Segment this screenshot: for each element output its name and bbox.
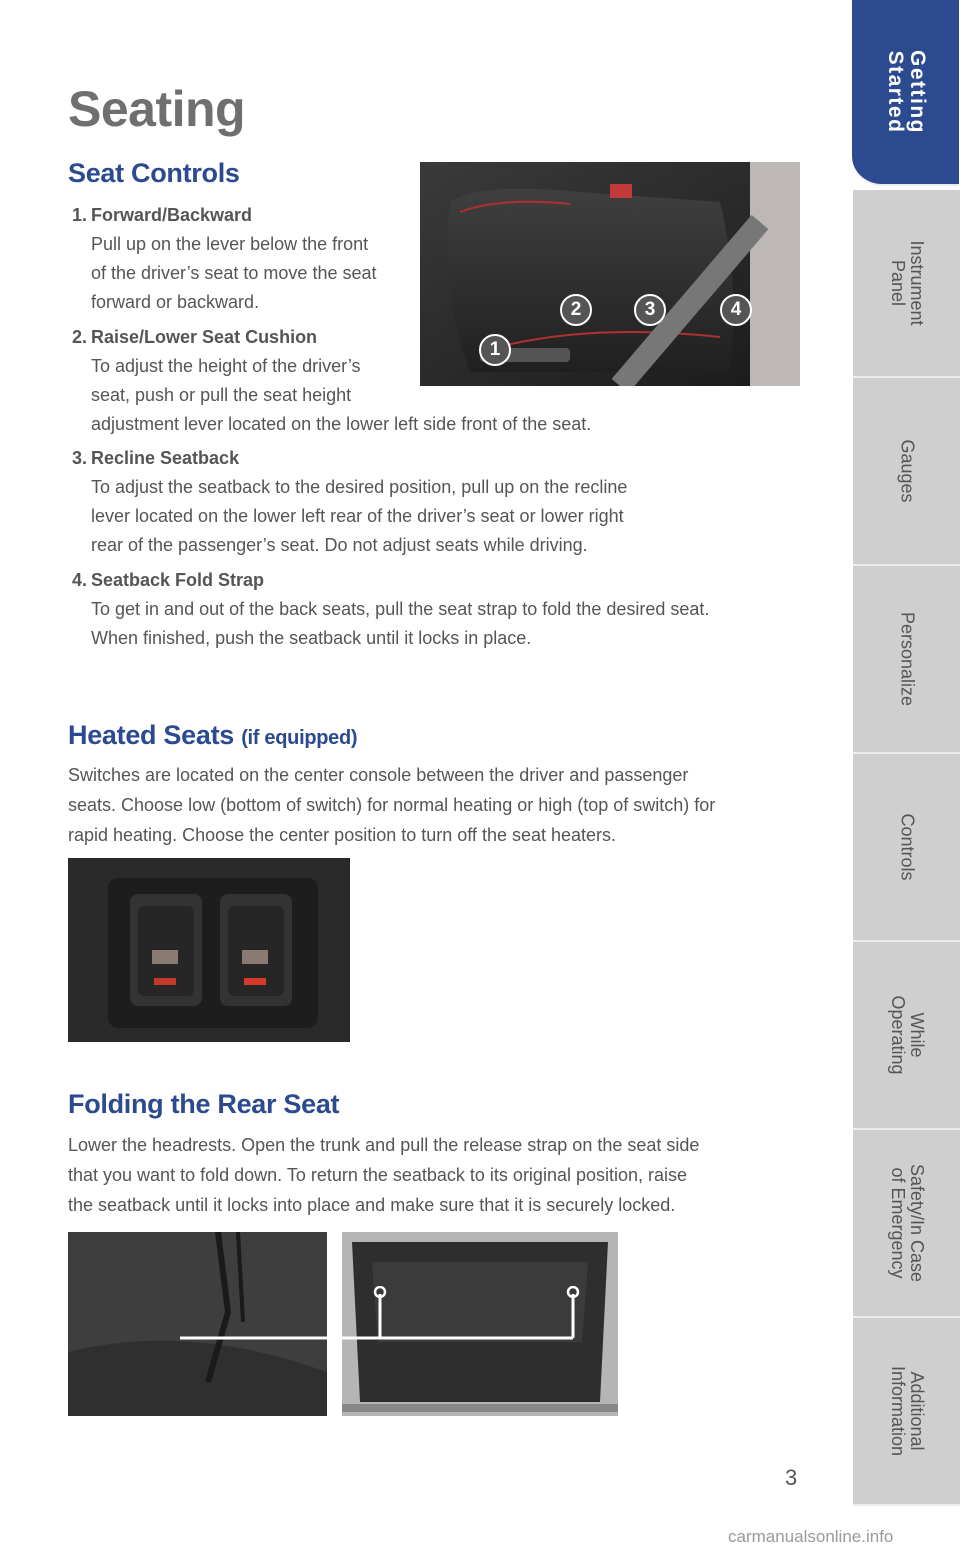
seat-controls-heading: Seat Controls — [68, 158, 240, 188]
para-line: that you want to fold down. To return the seatback to its original position, raise — [68, 1165, 688, 1185]
para-line: the seatback until it locks into place and make sure that it is securely locked. — [68, 1195, 676, 1215]
item-number: 4. — [72, 570, 88, 590]
para-line: seats. Choose low (bottom of switch) for normal heating or high (top of switch) for — [68, 795, 716, 815]
tab-label: While Operating — [887, 995, 927, 1075]
item-line: seat, push or pull the seat height — [91, 385, 352, 405]
heated-seats-suffix: (if equipped) — [241, 727, 358, 749]
tab-label: Additional Information — [887, 1365, 927, 1457]
item-line: To adjust the seatback to the desired position, pull up on the recline — [91, 477, 628, 497]
tab-label: Instrument Panel — [887, 240, 927, 326]
sidebar-tab-safety[interactable] — [853, 1130, 960, 1318]
item-heading: Recline Seatback — [91, 448, 240, 468]
item-line: To get in and out of the back seats, pull the seat strap to fold the desired seat. — [91, 599, 710, 619]
para-line: Switches are located on the center console between the driver and passenger — [68, 765, 689, 785]
callout-1: 1 — [479, 334, 511, 366]
item-line: Pull up on the lever below the front — [91, 234, 369, 254]
page-title: Seating — [68, 81, 246, 137]
folding-text — [68, 1130, 768, 1220]
tab-label: Personalize — [897, 611, 917, 707]
heater-switch-photo — [68, 858, 350, 1042]
sidebar-tab-getting-started[interactable] — [852, 0, 959, 186]
sidebar-tab-gauges[interactable] — [853, 378, 960, 566]
heated-seats-text — [68, 760, 768, 850]
seat-item-1 — [68, 201, 377, 317]
tab-label: Safety/In Case of Emergency — [887, 1163, 927, 1283]
sidebar-tab-personalize[interactable] — [853, 566, 960, 754]
folding-heading: Folding the Rear Seat — [68, 1089, 340, 1119]
para-line: rapid heating. Choose the center position to turn off the seat heaters. — [68, 825, 617, 845]
watermark: carmanualsonline.info — [728, 1527, 894, 1546]
sidebar-tab-instrument-panel[interactable] — [853, 190, 960, 378]
callout-4: 4 — [720, 294, 752, 326]
item-line: adjustment lever located on the lower left side front of the seat. — [91, 414, 592, 434]
item-number: 3. — [72, 448, 88, 468]
sidebar-tab-controls[interactable] — [853, 754, 960, 942]
heated-seats-title: Heated Seats — [68, 720, 234, 750]
item-line: lever located on the lower left rear of the driver’s seat or lower right — [91, 506, 624, 526]
para-line: Lower the headrests. Open the trunk and pull the release strap on the seat side — [68, 1135, 700, 1155]
heated-seats-heading — [68, 720, 357, 751]
item-heading: Forward/Backward — [91, 205, 253, 225]
item-heading: Seatback Fold Strap — [91, 570, 265, 590]
seat-item-3 — [68, 444, 627, 560]
tab-label: Gauges — [897, 439, 917, 503]
seat-photo — [420, 162, 800, 386]
item-line: When finished, push the seatback until it locks in place. — [91, 628, 532, 648]
item-line: forward or backward. — [91, 292, 260, 312]
item-line: rear of the passenger’s seat. Do not adjust seats while driving. — [91, 535, 588, 555]
item-line: To adjust the height of the driver’s — [91, 356, 361, 376]
callout-3: 3 — [634, 294, 666, 326]
seat-item-4 — [68, 566, 709, 653]
page-number: 3 — [785, 1465, 798, 1490]
sidebar-tab-additional-info[interactable] — [853, 1318, 960, 1506]
item-number: 2. — [72, 327, 88, 347]
callout-2: 2 — [560, 294, 592, 326]
callout-connector — [180, 1286, 580, 1346]
item-heading: Raise/Lower Seat Cushion — [91, 327, 318, 347]
item-number: 1. — [72, 205, 88, 225]
tab-label: Getting Started — [883, 50, 929, 134]
sidebar-tab-while-operating[interactable] — [853, 942, 960, 1130]
item-line: of the driver’s seat to move the seat — [91, 263, 377, 283]
tab-label: Controls — [897, 813, 917, 881]
